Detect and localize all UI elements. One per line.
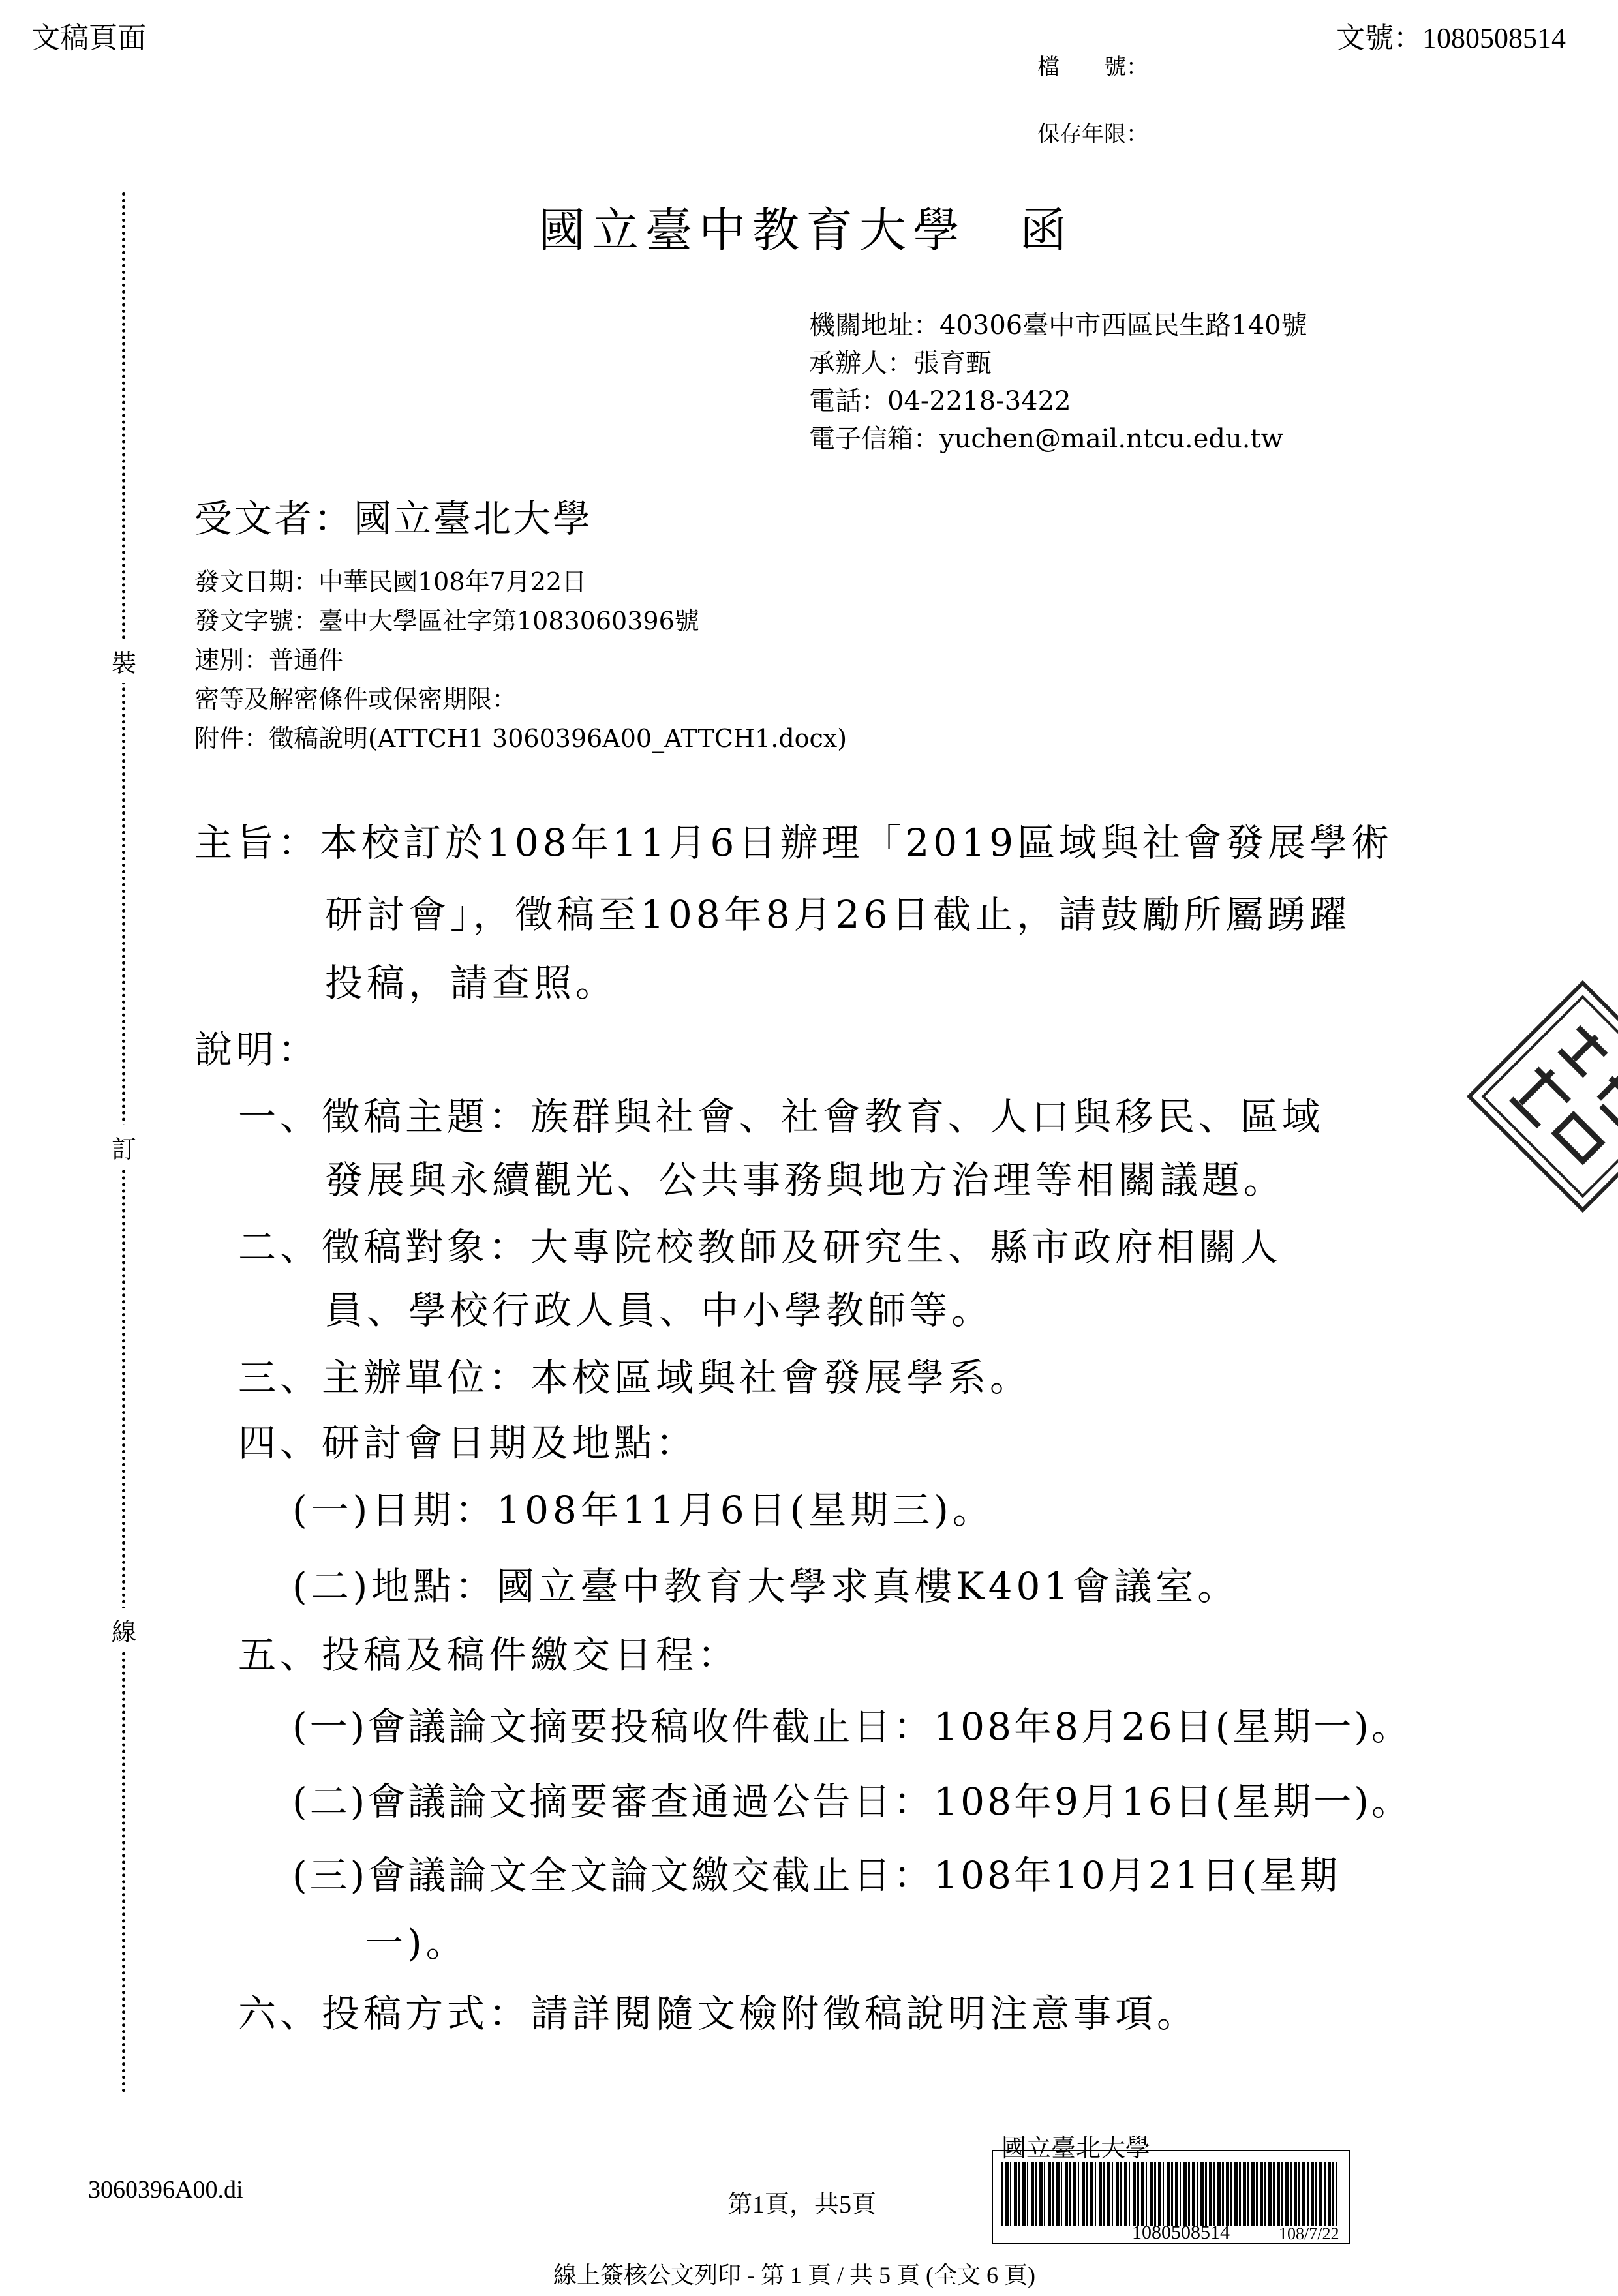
contact-email: 電子信箱：yuchen@mail.ntcu.edu.tw bbox=[809, 424, 1283, 454]
urgency: 速別：普通件 bbox=[194, 646, 344, 674]
item-one-line-2: 發展與永續觀光、公共事務與地方治理等相關議題。 bbox=[325, 1158, 1286, 1202]
contact-address: 機關地址：40306臺中市西區民生路140號 bbox=[809, 310, 1307, 340]
subject-line-3: 投稿，請查照。 bbox=[325, 961, 618, 1005]
issue-date: 發文日期：中華民國108年7月22日 bbox=[194, 567, 587, 596]
barcode-number: 1080508514 bbox=[1132, 2222, 1230, 2243]
item-five: 五、投稿及稿件繳交日程： bbox=[238, 1633, 740, 1677]
barcode-date: 108/7/22 bbox=[1279, 2224, 1339, 2243]
contact-phone: 電話：04-2218-3422 bbox=[809, 386, 1071, 416]
item-five-3-line-1: (三)會議論文全文論文繳交截止日：108年10月21日(星期 bbox=[292, 1853, 1341, 1897]
retention-label: 保存年限： bbox=[1037, 121, 1148, 147]
explanation-label: 說明： bbox=[194, 1027, 320, 1072]
item-six: 六、投稿方式：請詳閱隨文檢附徵稿說明注意事項。 bbox=[238, 1991, 1199, 2036]
school-seal bbox=[1467, 980, 1618, 1213]
item-five-2: (二)會議論文摘要審查通過公告日：108年9月16日(星期一)。 bbox=[292, 1779, 1412, 1824]
doc-code: 3060396A00.di bbox=[88, 2176, 243, 2203]
item-two-line-1: 二、徵稿對象：大專院校教師及研究生、縣市政府相關人 bbox=[238, 1225, 1283, 1269]
item-five-3-line-2: 一)。 bbox=[365, 1921, 468, 1965]
print-footer: 線上簽核公文列印 - 第 1 頁 / 共 5 頁 (全文 6 頁) bbox=[553, 2262, 1035, 2288]
item-one-line-1: 一、徵稿主題：族群與社會、社會教育、人口與移民、區域 bbox=[238, 1095, 1324, 1139]
receiver-stamp-label: 國立臺北大學 bbox=[1001, 2135, 1151, 2162]
page-title: 國立臺中教育大學 函 bbox=[538, 203, 1074, 258]
meta-block bbox=[194, 562, 847, 758]
document-number: 文號：1080508514 bbox=[1336, 22, 1566, 54]
item-two-line-2: 員、學校行政人員、中小學教師等。 bbox=[325, 1288, 994, 1333]
recipient: 受文者：國立臺北大學 bbox=[194, 496, 593, 541]
confidentiality: 密等及解密條件或保密期限： bbox=[194, 685, 517, 714]
header-left: 文稿頁面 bbox=[31, 22, 146, 54]
subject-line-2: 研討會」，徵稿至108年8月26日截止，請鼓勵所屬踴躍 bbox=[325, 892, 1351, 937]
item-three: 三、主辦單位：本校區域與社會發展學系。 bbox=[238, 1355, 1032, 1400]
binding-mark-zhuang: 裝 bbox=[101, 639, 147, 683]
item-four-location: (二)地點：國立臺中教育大學求真樓K401會議室。 bbox=[292, 1564, 1240, 1609]
subject-line-1: 主旨：本校訂於108年11月6日辦理「2019區域與社會發展學術 bbox=[194, 821, 1394, 865]
file-number-label: 檔 號： bbox=[1037, 54, 1148, 80]
barcode-icon bbox=[1001, 2162, 1337, 2226]
contact-person: 承辦人：張育甄 bbox=[809, 348, 992, 378]
binding-mark-ding: 訂 bbox=[101, 1125, 147, 1169]
item-four: 四、研討會日期及地點： bbox=[238, 1421, 698, 1465]
attachment: 附件：徵稿說明(ATTCH1 3060396A00_ATTCH1.docx) bbox=[194, 724, 847, 753]
binding-mark-xian: 線 bbox=[101, 1608, 147, 1652]
contact-block bbox=[809, 307, 1307, 458]
item-five-1: (一)會議論文摘要投稿收件截止日：108年8月26日(星期一)。 bbox=[292, 1704, 1412, 1749]
seal-glyphs bbox=[1472, 986, 1618, 1207]
item-four-date: (一)日期：108年11月6日(星期三)。 bbox=[292, 1488, 994, 1532]
issue-number: 發文字號：臺中大學區社字第1083060396號 bbox=[194, 607, 699, 635]
page-indicator: 第1頁，共5頁 bbox=[727, 2191, 877, 2218]
